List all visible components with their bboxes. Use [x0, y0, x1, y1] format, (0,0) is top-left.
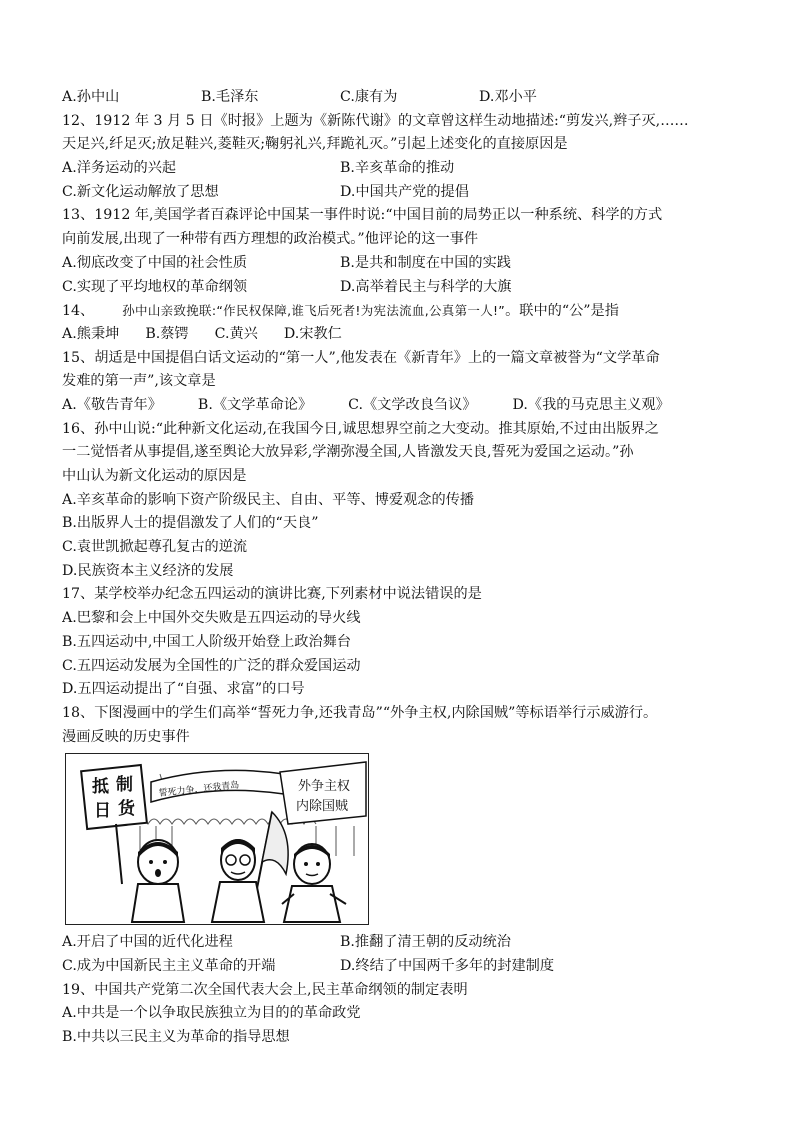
q14-option-d: D.宋教仁 [283, 325, 342, 342]
q14-option-c: C.黄兴 [214, 325, 258, 342]
q13-options-row-1 [62, 252, 738, 276]
q18-option-b: B.推翻了清王朝的反动统治 [340, 934, 511, 951]
q18-stem-line-2: 漫画反映的历史事件 [62, 728, 190, 745]
q12-option-d: D.中国共产党的提倡 [340, 183, 469, 200]
q17-option-a: A.巴黎和会上中国外交失败是五四运动的导火线 [62, 610, 361, 627]
q12-option-a: A.洋务运动的兴起 [62, 160, 177, 177]
q18-option-d: D.终结了中国两千多年的封建制度 [340, 957, 555, 974]
banner-text-middle: 誓死力争，还我青岛 [158, 780, 240, 800]
may-fourth-cartoon [65, 753, 369, 925]
cartoon-drawing [66, 754, 368, 924]
q16-option-a: A.辛亥革命的影响下资产阶级民主、自由、平等、博爱观念的传播 [62, 491, 475, 508]
q13-stem-line-2: 向前发展,出现了一种带有西方理想的政治模式。”他评论的这一事件 [62, 231, 479, 248]
q15-stem-line-1: 15、胡适是中国提倡白话文运动的“第一人”,他发表在《新青年》上的一篇文章被誉为“文学革命 [62, 349, 660, 366]
q19-stem: 19、中国共产党第二次全国代表大会上,民主革命纲领的制定表明 [62, 981, 468, 998]
q18-options-row-1 [62, 931, 738, 955]
q13-stem-line-1: 13、1912 年,美国学者百森评论中国某一事件时说:“中国目前的局势正以一种系统、科学的方式 [62, 207, 663, 224]
q18-option-a: A.开启了中国的近代化进程 [62, 934, 233, 951]
q12-options-row-1 [62, 157, 738, 181]
q16-option-d: D.民族资本主义经济的发展 [62, 562, 234, 579]
q15-options [62, 394, 738, 418]
q16-stem-line-1: 16、孙中山说:“此种新文化运动,在我国今日,诚思想界空前之大变动。推其原始,不过由出版界之 [62, 420, 659, 437]
q18-stem-line-1: 18、下图漫画中的学生们高举“誓死力争,还我青岛”“外争主权,内除国贼”等标语举行示威游行。 [62, 704, 658, 721]
q14-number: 14、 [62, 303, 95, 320]
q14-stem [62, 299, 738, 323]
q15-option-b: B.《文学革命论》 [197, 396, 313, 413]
q17-option-d: D.五四运动提出了“自强、求富”的口号 [62, 681, 305, 698]
q14-option-a: A.熊秉坤 [62, 325, 120, 342]
q16-stem-line-2: 一二觉悟者从事提倡,遂至舆论大放异彩,学潮弥漫全国,人皆激发天良,誓死为爱国之运动。”孙 [62, 444, 634, 461]
q12-option-c: C.新文化运动解放了思想 [62, 183, 219, 200]
q17-option-c: C.五四运动发展为全国性的广泛的群众爱国运动 [62, 657, 361, 674]
q16-stem-line-3: 中山认为新文化运动的原因是 [62, 468, 247, 484]
q19-option-b: B.中共以三民主义为革命的指导思想 [62, 1029, 290, 1045]
exam-page [62, 86, 738, 1050]
q13-option-d: D.高举着民主与科学的大旗 [340, 278, 512, 295]
q14-couplet-quote: 孙中山亲致挽联:“作民权保障,谁飞后死者!为宪法流血,公真第一人!” [122, 303, 506, 319]
q11-option-b: B.毛泽东 [201, 89, 259, 105]
q19-option-a: A.中共是一个以争取民族独立为目的的革命政党 [62, 1005, 361, 1022]
q11-options [62, 86, 738, 110]
q12-stem-line-1: 12、1912 年 3 月 5 日《时报》上题为《新陈代谢》的文章曾这样生动地描述:“剪发兴,辫子灭,…… [62, 112, 689, 129]
q13-option-a: A.彻底改变了中国的社会性质 [62, 254, 248, 271]
q14-stem-tail: 。联中的“公”是指 [505, 303, 619, 320]
banner-text-right: 外争主权 内除国贼 [296, 779, 351, 815]
q12-stem-line-2: 天足兴,纤足灭;放足鞋兴,菱鞋灭;鞠躬礼兴,拜跪礼灭。”引起上述变化的直接原因是 [62, 136, 568, 153]
q17-option-b: B.五四运动中,中国工人阶级开始登上政治舞台 [62, 633, 352, 650]
q13-option-b: B.是共和制度在中国的实践 [340, 254, 511, 271]
q13-option-c: C.实现了平均地权的革命纲领 [62, 278, 248, 295]
q15-option-d: D.《我的马克思主义观》 [512, 396, 670, 413]
sign-text-left: 抵 制 日 货 [92, 775, 135, 822]
q18-options-row-2 [62, 955, 738, 979]
q16-option-c: C.袁世凯掀起尊孔复古的逆流 [62, 539, 248, 556]
q11-option-c: C.康有为 [340, 89, 398, 105]
q15-stem-line-2: 发难的第一声”,该文章是 [62, 373, 216, 390]
q18-option-c: C.成为中国新民主主义革命的开端 [62, 957, 276, 974]
q15-option-c: C.《文学改良刍议》 [348, 396, 477, 413]
q16-option-b: B.出版界人士的提倡激发了人们的“天良” [62, 515, 319, 532]
q14-option-b: B.蔡锷 [145, 325, 189, 342]
q11-option-d: D.邓小平 [479, 89, 537, 105]
q15-option-a: A.《敬告青年》 [62, 396, 162, 413]
q12-option-b: B.辛亥革命的推动 [340, 160, 455, 177]
q14-options [62, 323, 738, 347]
q17-stem: 17、某学校举办纪念五四运动的演讲比赛,下列素材中说法错误的是 [62, 586, 482, 603]
q13-options-row-2 [62, 276, 738, 300]
q12-options-row-2 [62, 181, 738, 205]
q11-option-a: A.孙中山 [62, 89, 120, 105]
